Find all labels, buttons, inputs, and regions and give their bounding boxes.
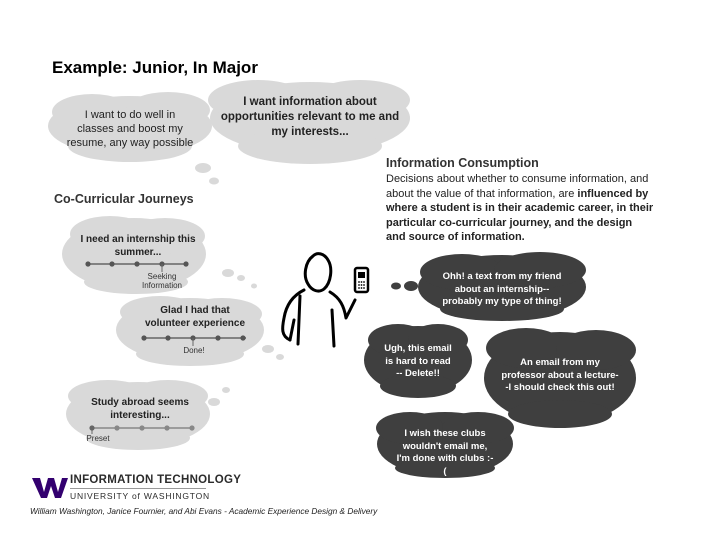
university-name: UNIVERSITY of WASHINGTON: [70, 491, 210, 501]
journey-volunteer-stage: Done!: [183, 346, 205, 355]
reaction-friend-text: Ohh! a text from my friend about an internship--probably my type of thing!: [442, 271, 562, 307]
org-divider: [70, 488, 206, 489]
student-figure-icon: [283, 254, 355, 346]
co-curricular-heading: Co-Curricular Journeys: [54, 192, 194, 206]
journey-study-abroad-stage: Preset: [86, 434, 110, 443]
journey-internship-text: I need an internship this summer...: [80, 234, 196, 258]
journey-trail-2: [262, 345, 284, 360]
information-consumption-body: [386, 172, 654, 245]
information-consumption-body-start: Decisions about whether to consume information, and about the value of that information, are: [386, 173, 649, 200]
thought-bubble-trail: [195, 163, 219, 185]
reaction-professor-email-text: An email from my professor about a lecture--I should check this out!: [501, 357, 619, 393]
uw-logo-icon: [32, 478, 68, 498]
credit-line: William Washington, Janice Fournier, and Abi Evans - Academic Experience Design & Delivery: [30, 506, 378, 516]
reaction-hard-email-text: Ugh, this email is hard to read -- Delete!!: [384, 343, 452, 379]
phone-icon: [355, 268, 368, 292]
thought-classes-text: I want to do well in classes and boost my resume, any way possible: [66, 109, 194, 149]
information-consumption-body-bold: influenced by where a student is in their academic career, in their particular co-curricular journey, and the design and source of information.: [386, 187, 654, 243]
reaction-clubs-text: I wish these clubs wouldn't email me, I'm done with clubs :-(: [396, 428, 494, 477]
journey-trail-1: [222, 269, 257, 289]
reaction-trail: [391, 281, 418, 291]
thought-information-text: I want information about opportunities relevant to me and my interests...: [220, 96, 400, 138]
journey-trail-3: [208, 387, 230, 406]
org-name: INFORMATION TECHNOLOGY: [70, 474, 242, 486]
journey-volunteer-text: Glad I had that volunteer experience: [144, 305, 246, 329]
journey-internship-stage: Seeking Information: [141, 272, 183, 290]
journey-study-abroad-text: Study abroad seems interesting...: [91, 397, 189, 421]
information-consumption-heading: Information Consumption: [386, 156, 539, 170]
page-title: Example: Junior, In Major: [52, 58, 258, 77]
